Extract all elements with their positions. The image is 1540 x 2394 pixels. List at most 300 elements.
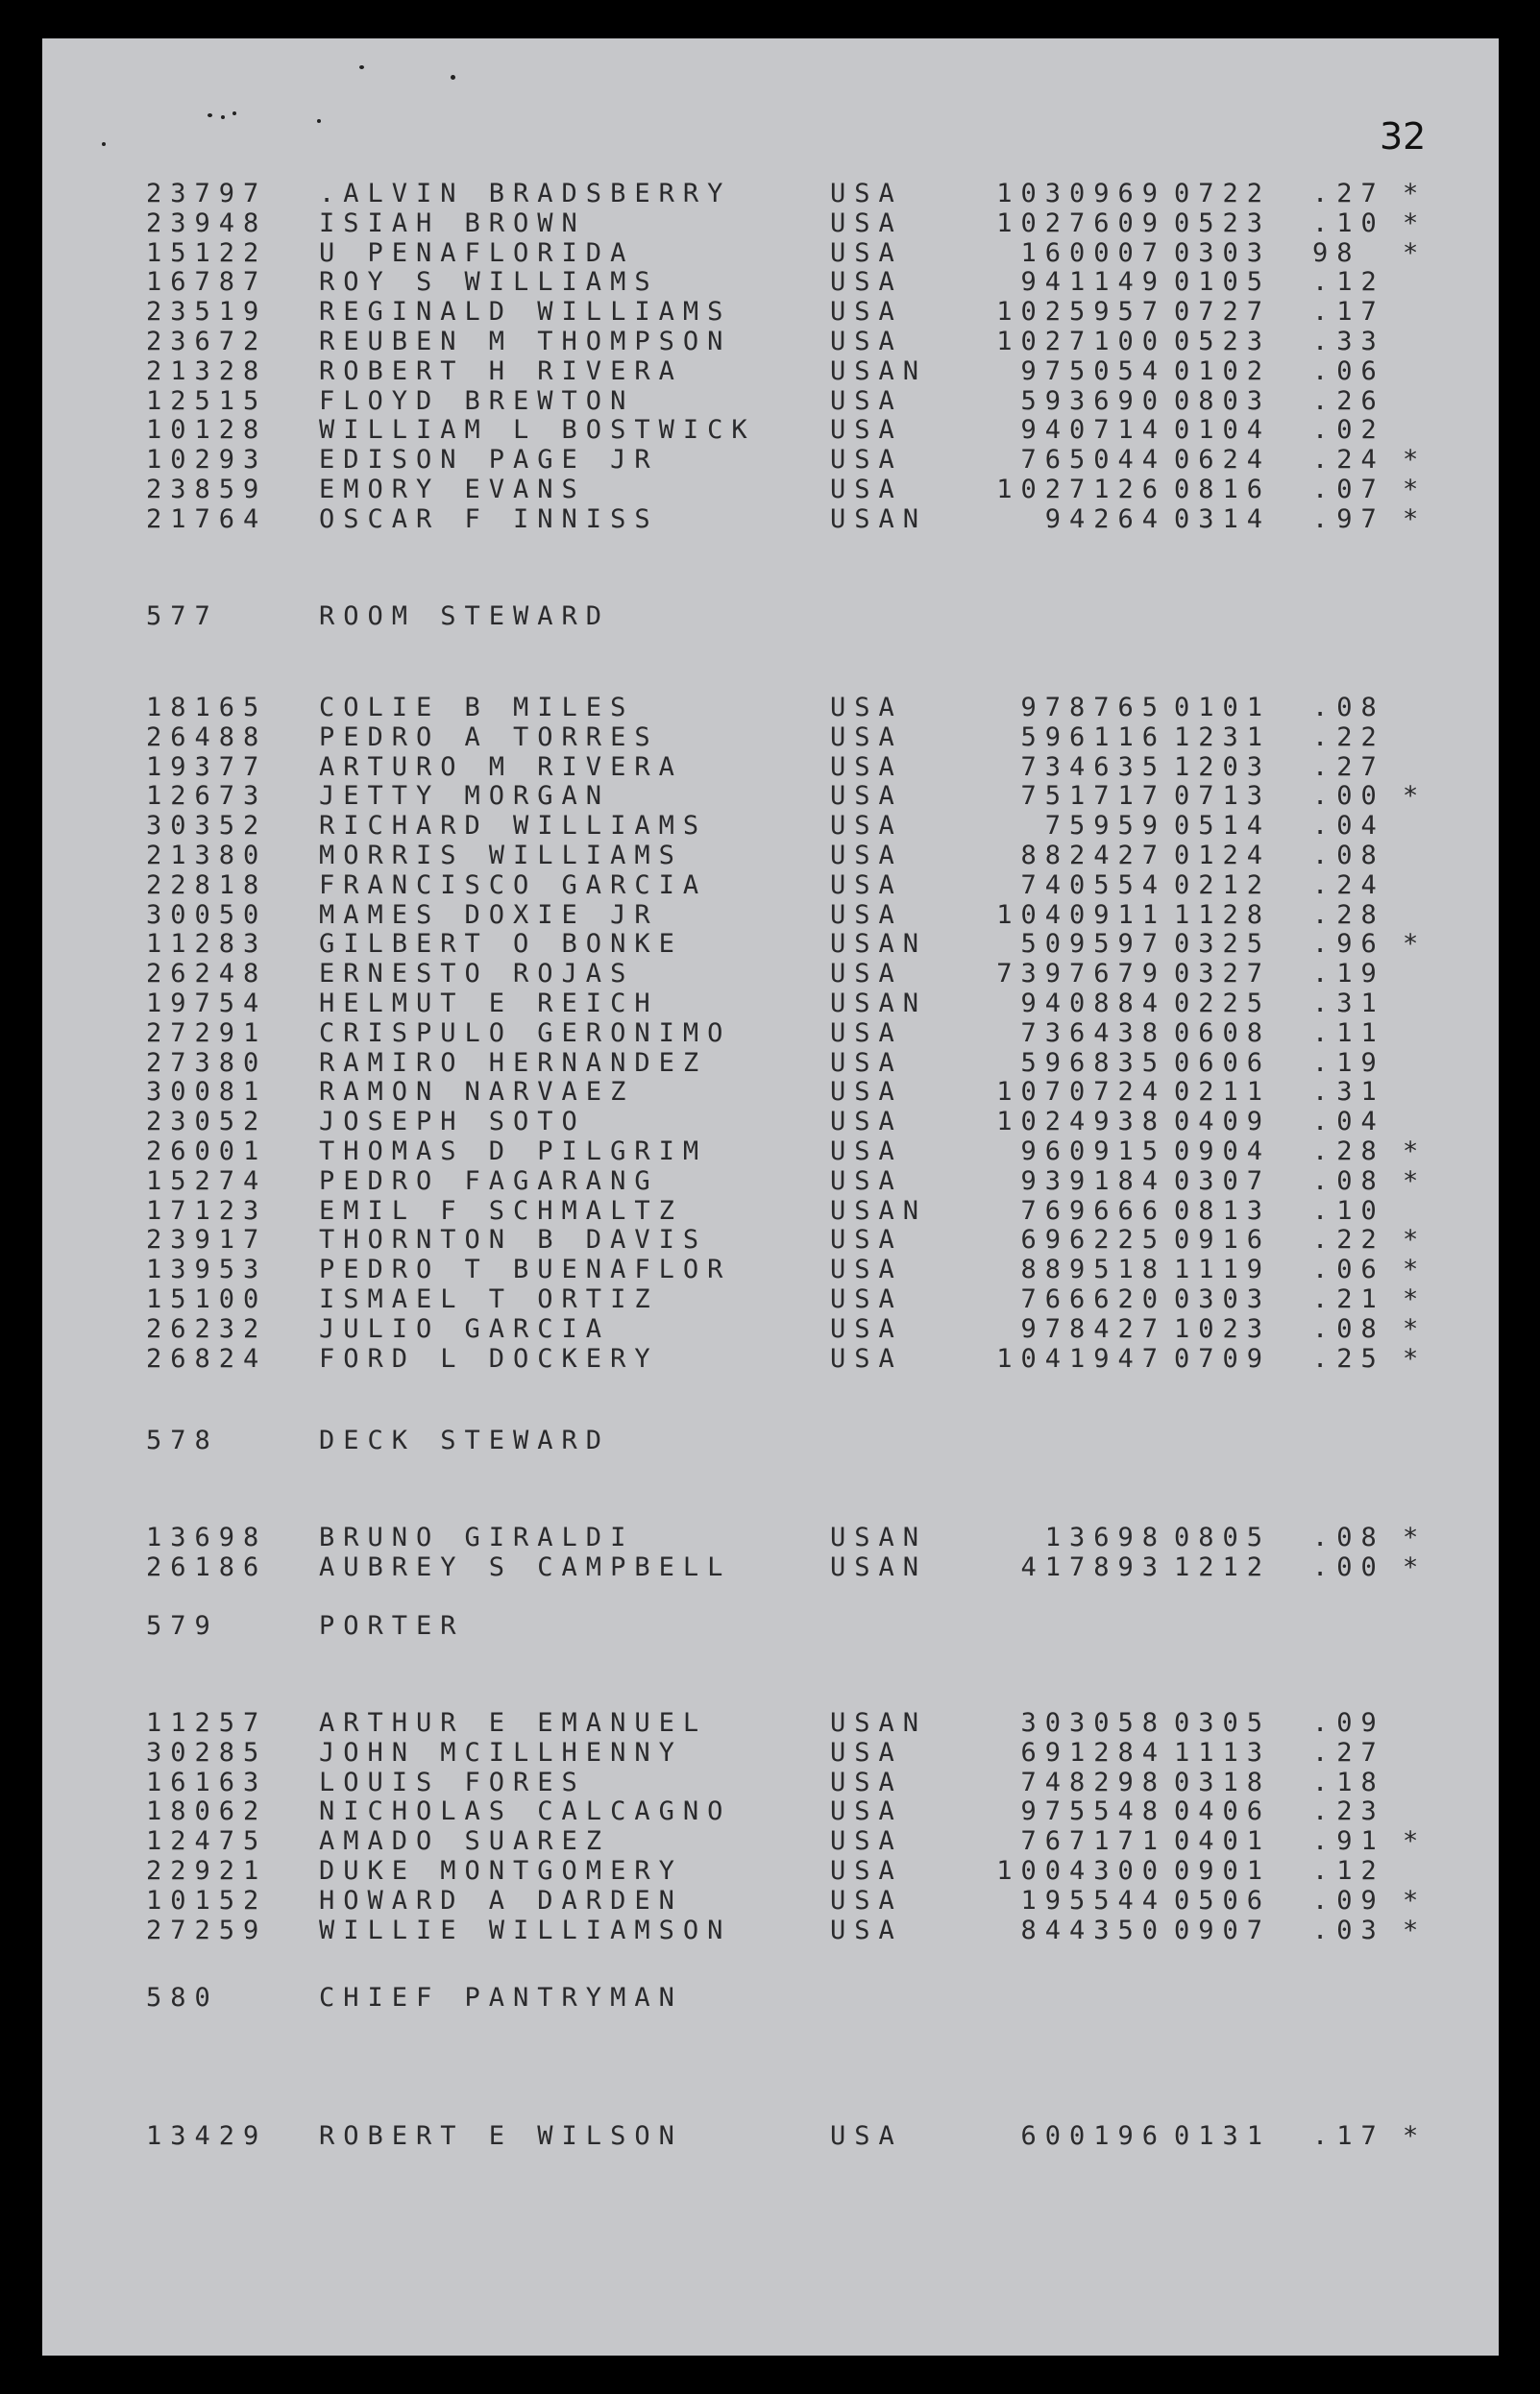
record-id: 13429: [146, 2121, 268, 2151]
record-number: 691284: [1020, 1737, 1166, 1768]
speck: [208, 113, 212, 117]
record-name: REGINALD WILLIAMS: [319, 297, 732, 328]
record-id: 23948: [146, 208, 268, 238]
record-name: EDISON PAGE JR: [319, 445, 659, 476]
record-citizenship: USA: [830, 327, 903, 356]
record-code: 0318: [1174, 1767, 1272, 1797]
record-id: 18165: [146, 693, 268, 722]
record-rate: .08: [1312, 1313, 1385, 1344]
record-rate: .31: [1312, 989, 1385, 1018]
record-code: 0813: [1174, 1195, 1272, 1226]
record-row: [42, 990, 1499, 1017]
record-id: 27380: [146, 1047, 268, 1078]
record-rate: .24: [1312, 869, 1385, 900]
record-rate: .17: [1312, 297, 1385, 328]
record-name: RAMON NARVAEZ: [319, 1077, 635, 1108]
record-number: 734635: [1020, 751, 1166, 782]
record-name: FORD L DOCKERY: [319, 1343, 659, 1374]
record-rate: .04: [1312, 1107, 1385, 1137]
record-row: [42, 869, 1499, 900]
record-id: 16163: [146, 1767, 268, 1797]
record-name: PEDRO FAGARANG: [319, 1165, 659, 1196]
record-code: 0901: [1174, 1856, 1272, 1886]
record-number: 1025957: [996, 297, 1166, 328]
record-citizenship: USA: [830, 297, 903, 328]
record-row: [42, 181, 1499, 208]
record-id: 26232: [146, 1313, 268, 1344]
record-citizenship: USA: [830, 1107, 903, 1137]
record-id: 12673: [146, 781, 268, 812]
record-rate: .06: [1312, 355, 1385, 386]
record-name: ARTHUR E EMANUEL: [319, 1708, 708, 1738]
record-id: 26001: [146, 1136, 268, 1166]
record-code: 1023: [1174, 1313, 1272, 1344]
record-number: 941149: [1020, 267, 1166, 298]
page-number: 32: [1380, 115, 1427, 158]
record-row: [42, 1195, 1499, 1226]
record-id: 19754: [146, 989, 268, 1018]
record-mark: *: [1403, 1885, 1428, 1916]
record-name: JOHN MCILLHENNY: [319, 1737, 683, 1768]
record-rate: .33: [1312, 327, 1385, 356]
document-page: [42, 38, 1499, 2356]
record-rate: .97: [1312, 503, 1385, 534]
record-code: 1128: [1174, 899, 1272, 930]
record-id: 10152: [146, 1885, 268, 1916]
record-row: [42, 721, 1499, 752]
section-heading: [42, 1427, 1499, 1455]
section-code: 578: [146, 1426, 219, 1455]
record-number: 13698: [1044, 1523, 1166, 1552]
record-code: 1231: [1174, 721, 1272, 752]
record-citizenship: USA: [830, 385, 903, 416]
record-citizenship: USA: [830, 1885, 903, 1916]
record-code: 0104: [1174, 415, 1272, 446]
record-rate: .02: [1312, 415, 1385, 446]
record-row: [42, 843, 1499, 869]
record-row: [42, 1915, 1499, 1945]
record-citizenship: USA: [830, 267, 903, 298]
record-name: PEDRO A TORRES: [319, 721, 659, 752]
record-number: 978427: [1020, 1313, 1166, 1344]
record-code: 0514: [1174, 811, 1272, 842]
record-number: 740554: [1020, 869, 1166, 900]
record-mark: *: [1403, 1915, 1428, 1945]
record-rate: .22: [1312, 1225, 1385, 1256]
record-rate: .12: [1312, 1856, 1385, 1886]
record-code: 0105: [1174, 267, 1272, 298]
record-name: MORRIS WILLIAMS: [319, 841, 683, 870]
record-citizenship: USA: [830, 811, 903, 842]
record-rate: .27: [1312, 1737, 1385, 1768]
record-id: 30285: [146, 1737, 268, 1768]
record-row: [42, 1079, 1499, 1106]
record-name: ROY S WILLIAMS: [319, 267, 659, 298]
record-citizenship: USA: [830, 1737, 903, 1768]
record-code: 0303: [1174, 1284, 1272, 1314]
record-code: 0713: [1174, 781, 1272, 812]
record-id: 23917: [146, 1225, 268, 1256]
record-code: 0225: [1174, 989, 1272, 1018]
record-mark: *: [1403, 1826, 1428, 1857]
record-citizenship: USA: [830, 1225, 903, 1256]
record-id: 27291: [146, 1017, 268, 1048]
record-code: 0211: [1174, 1077, 1272, 1108]
record-row: [42, 210, 1499, 237]
record-rate: .08: [1312, 1523, 1385, 1552]
record-row: [42, 1286, 1499, 1313]
record-row: [42, 1798, 1499, 1825]
record-mark: *: [1403, 929, 1428, 960]
record-rate: .28: [1312, 899, 1385, 930]
record-id: 27259: [146, 1915, 268, 1945]
record-id: 15100: [146, 1284, 268, 1314]
record-code: 0409: [1174, 1107, 1272, 1137]
record-name: FLOYD BREWTON: [319, 385, 635, 416]
record-number: 1027609: [996, 208, 1166, 238]
record-id: 23672: [146, 327, 268, 356]
record-row: [42, 447, 1499, 474]
record-number: 748298: [1020, 1767, 1166, 1797]
record-number: 769666: [1020, 1195, 1166, 1226]
record-name: JOSEPH SOTO: [319, 1107, 586, 1137]
record-code: 0307: [1174, 1165, 1272, 1196]
record-name: ISIAH BROWN: [319, 208, 586, 238]
record-name: REUBEN M THOMPSON: [319, 327, 732, 356]
record-row: [42, 751, 1499, 782]
record-citizenship: USA: [830, 1255, 903, 1285]
record-rate: .24: [1312, 445, 1385, 476]
record-name: ISMAEL T ORTIZ: [319, 1284, 659, 1314]
record-row: [42, 329, 1499, 355]
speck: [359, 65, 364, 69]
record-rate: .27: [1312, 179, 1385, 208]
record-citizenship: USA: [830, 869, 903, 900]
record-rate: .28: [1312, 1136, 1385, 1166]
record-code: 0314: [1174, 503, 1272, 534]
record-mark: *: [1403, 179, 1428, 208]
record-row: [42, 1828, 1499, 1855]
record-row: [42, 1551, 1499, 1582]
record-number: 596116: [1020, 721, 1166, 752]
record-rate: .19: [1312, 1047, 1385, 1078]
record-citizenship: USA: [830, 721, 903, 752]
record-id: 26248: [146, 959, 268, 989]
record-row: [42, 1227, 1499, 1254]
record-number: 766620: [1020, 1284, 1166, 1314]
record-number: 303058: [1020, 1708, 1166, 1738]
section-heading: [42, 1612, 1499, 1641]
record-id: 30050: [146, 899, 268, 930]
record-number: 94264: [1044, 503, 1166, 534]
record-row: [42, 1858, 1499, 1885]
section-code: 580: [146, 1983, 219, 2013]
record-number: 978765: [1020, 693, 1166, 722]
record-row: [42, 1047, 1499, 1078]
record-citizenship: USA: [830, 1915, 903, 1945]
record-name: WILLIE WILLIAMSON: [319, 1915, 732, 1945]
record-name: BRUNO GIRALDI: [319, 1523, 635, 1552]
record-code: 1113: [1174, 1737, 1272, 1768]
record-citizenship: USA: [830, 1284, 903, 1314]
record-id: 30352: [146, 811, 268, 842]
record-row: [42, 813, 1499, 840]
record-id: 15274: [146, 1165, 268, 1196]
record-row: [42, 237, 1499, 268]
record-code: 0101: [1174, 693, 1272, 722]
record-rate: .31: [1312, 1077, 1385, 1108]
record-number: 765044: [1020, 445, 1166, 476]
record-citizenship: USA: [830, 1047, 903, 1078]
record-code: 0624: [1174, 445, 1272, 476]
speck: [102, 142, 106, 146]
record-citizenship: USA: [830, 415, 903, 446]
record-citizenship: USAN: [830, 929, 928, 960]
record-number: 1040911: [996, 899, 1166, 930]
record-id: 10128: [146, 415, 268, 446]
record-rate: .08: [1312, 841, 1385, 870]
record-name: ARTURO M RIVERA: [319, 751, 683, 782]
record-mark: *: [1403, 1551, 1428, 1582]
record-code: 0803: [1174, 385, 1272, 416]
record-rate: .23: [1312, 1796, 1385, 1827]
record-citizenship: USA: [830, 899, 903, 930]
record-id: 21764: [146, 503, 268, 534]
record-rate: .12: [1312, 267, 1385, 298]
record-mark: *: [1403, 237, 1428, 268]
record-code: 0816: [1174, 475, 1272, 504]
record-number: 1041947: [996, 1343, 1166, 1374]
record-row: [42, 783, 1499, 810]
record-row: [42, 385, 1499, 416]
record-row: [42, 695, 1499, 721]
record-rate: 98: [1312, 237, 1361, 268]
record-code: 0124: [1174, 841, 1272, 870]
record-code: 0907: [1174, 1915, 1272, 1945]
section-code: 579: [146, 1611, 219, 1641]
record-name: OSCAR F INNISS: [319, 503, 659, 534]
record-name: HOWARD A DARDEN: [319, 1885, 683, 1916]
record-code: 0727: [1174, 297, 1272, 328]
record-code: 0102: [1174, 355, 1272, 386]
record-id: 15122: [146, 237, 268, 268]
record-mark: *: [1403, 475, 1428, 504]
record-name: AUBREY S CAMPBELL: [319, 1551, 732, 1582]
record-id: 13953: [146, 1255, 268, 1285]
record-citizenship: USA: [830, 237, 903, 268]
record-id: 21328: [146, 355, 268, 386]
record-name: WILLIAM L BOSTWICK: [319, 415, 756, 446]
record-rate: .26: [1312, 385, 1385, 416]
record-mark: *: [1403, 1136, 1428, 1166]
record-row: [42, 417, 1499, 444]
record-citizenship: USA: [830, 751, 903, 782]
record-citizenship: USA: [830, 781, 903, 812]
record-number: 940714: [1020, 415, 1166, 446]
record-rate: .06: [1312, 1255, 1385, 1285]
record-mark: *: [1403, 2121, 1428, 2151]
record-number: 596835: [1020, 1047, 1166, 1078]
record-number: 767171: [1020, 1826, 1166, 1857]
record-id: 18062: [146, 1796, 268, 1827]
record-name: THOMAS D PILGRIM: [319, 1136, 708, 1166]
record-citizenship: USA: [830, 1826, 903, 1857]
record-name: CRISPULO GERONIMO: [319, 1017, 732, 1048]
record-mark: *: [1403, 1225, 1428, 1256]
record-mark: *: [1403, 208, 1428, 238]
record-code: 0523: [1174, 208, 1272, 238]
record-number: 960915: [1020, 1136, 1166, 1166]
record-citizenship: USAN: [830, 503, 928, 534]
record-mark: *: [1403, 445, 1428, 476]
record-code: 0722: [1174, 179, 1272, 208]
record-row: [42, 476, 1499, 503]
record-number: 736438: [1020, 1017, 1166, 1048]
record-name: RAMIRO HERNANDEZ: [319, 1047, 708, 1078]
record-citizenship: USAN: [830, 1551, 928, 1582]
record-id: 12475: [146, 1826, 268, 1857]
record-citizenship: USA: [830, 1136, 903, 1166]
record-row: [42, 1737, 1499, 1768]
record-number: 882427: [1020, 841, 1166, 870]
record-rate: .10: [1312, 208, 1385, 238]
record-rate: .27: [1312, 751, 1385, 782]
record-row: [42, 1343, 1499, 1374]
record-rate: .11: [1312, 1017, 1385, 1048]
record-rate: .07: [1312, 475, 1385, 504]
record-number: 7397679: [996, 959, 1166, 989]
record-code: 0805: [1174, 1523, 1272, 1552]
record-name: COLIE B MILES: [319, 693, 635, 722]
record-citizenship: USA: [830, 179, 903, 208]
record-name: EMORY EVANS: [319, 475, 586, 504]
record-row: [42, 355, 1499, 386]
record-number: 600196: [1020, 2121, 1166, 2151]
record-id: 30081: [146, 1077, 268, 1108]
record-row: [42, 1017, 1499, 1048]
record-citizenship: USA: [830, 959, 903, 989]
record-id: 26824: [146, 1343, 268, 1374]
record-citizenship: USA: [830, 693, 903, 722]
record-name: .ALVIN BRADSBERRY: [319, 179, 732, 208]
record-row: [42, 899, 1499, 930]
record-number: 1024938: [996, 1107, 1166, 1137]
record-name: AMADO SUAREZ: [319, 1826, 611, 1857]
record-citizenship: USA: [830, 1856, 903, 1886]
record-row: [42, 961, 1499, 988]
record-row: [42, 1257, 1499, 1283]
record-code: 0212: [1174, 869, 1272, 900]
record-rate: .19: [1312, 959, 1385, 989]
record-code: 1212: [1174, 1551, 1272, 1582]
record-code: 0904: [1174, 1136, 1272, 1166]
record-number: 939184: [1020, 1165, 1166, 1196]
record-citizenship: USAN: [830, 989, 928, 1018]
record-row: [42, 503, 1499, 534]
record-number: 1027126: [996, 475, 1166, 504]
record-rate: .04: [1312, 811, 1385, 842]
record-name: NICHOLAS CALCAGNO: [319, 1796, 732, 1827]
record-code: 0401: [1174, 1826, 1272, 1857]
record-citizenship: USA: [830, 475, 903, 504]
record-id: 13698: [146, 1523, 268, 1552]
record-mark: *: [1403, 1165, 1428, 1196]
record-id: 22921: [146, 1856, 268, 1886]
record-number: 417893: [1020, 1551, 1166, 1582]
record-code: 1203: [1174, 751, 1272, 782]
record-name: FRANCISCO GARCIA: [319, 869, 708, 900]
record-rate: .25: [1312, 1343, 1385, 1374]
record-row: [42, 1165, 1499, 1196]
record-rate: .00: [1312, 1551, 1385, 1582]
record-citizenship: USAN: [830, 1195, 928, 1226]
record-id: 19377: [146, 751, 268, 782]
speck: [451, 75, 455, 80]
record-citizenship: USA: [830, 841, 903, 870]
record-number: 509597: [1020, 929, 1166, 960]
record-citizenship: USA: [830, 208, 903, 238]
record-citizenship: USA: [830, 1796, 903, 1827]
record-name: THORNTON B DAVIS: [319, 1225, 708, 1256]
record-code: 0327: [1174, 959, 1272, 989]
record-mark: *: [1403, 1255, 1428, 1285]
section-title: ROOM STEWARD: [319, 601, 611, 631]
record-rate: .21: [1312, 1284, 1385, 1314]
record-citizenship: USA: [830, 1313, 903, 1344]
record-code: 0506: [1174, 1885, 1272, 1916]
record-mark: *: [1403, 1284, 1428, 1314]
record-id: 23052: [146, 1107, 268, 1137]
record-rate: .17: [1312, 2121, 1385, 2151]
record-rate: .00: [1312, 781, 1385, 812]
record-row: [42, 1767, 1499, 1797]
record-id: 12515: [146, 385, 268, 416]
record-name: LOUIS FORES: [319, 1767, 586, 1797]
record-id: 23859: [146, 475, 268, 504]
record-code: 0916: [1174, 1225, 1272, 1256]
record-rate: .96: [1312, 929, 1385, 960]
record-number: 844350: [1020, 1915, 1166, 1945]
record-number: 696225: [1020, 1225, 1166, 1256]
record-code: 0606: [1174, 1047, 1272, 1078]
section-title: PORTER: [319, 1611, 465, 1641]
record-number: 1070724: [996, 1077, 1166, 1108]
record-rate: .08: [1312, 1165, 1385, 1196]
record-citizenship: USA: [830, 2121, 903, 2151]
record-code: 0303: [1174, 237, 1272, 268]
record-name: PEDRO T BUENAFLOR: [319, 1255, 732, 1285]
record-row: [42, 931, 1499, 958]
record-name: ROBERT E WILSON: [319, 2121, 683, 2151]
record-row: [42, 1109, 1499, 1136]
speck: [232, 111, 236, 115]
record-rate: .91: [1312, 1826, 1385, 1857]
record-code: 0325: [1174, 929, 1272, 960]
record-row: [42, 269, 1499, 296]
record-name: HELMUT E REICH: [319, 989, 659, 1018]
record-id: 23797: [146, 179, 268, 208]
record-name: GILBERT O BONKE: [319, 929, 683, 960]
record-number: 75959: [1044, 811, 1166, 842]
record-mark: *: [1403, 1343, 1428, 1374]
record-row: [42, 1525, 1499, 1551]
record-name: JULIO GARCIA: [319, 1313, 611, 1344]
record-id: 21380: [146, 841, 268, 870]
record-id: 17123: [146, 1195, 268, 1226]
record-mark: *: [1403, 503, 1428, 534]
speck: [317, 119, 321, 123]
record-code: 0131: [1174, 2121, 1272, 2151]
